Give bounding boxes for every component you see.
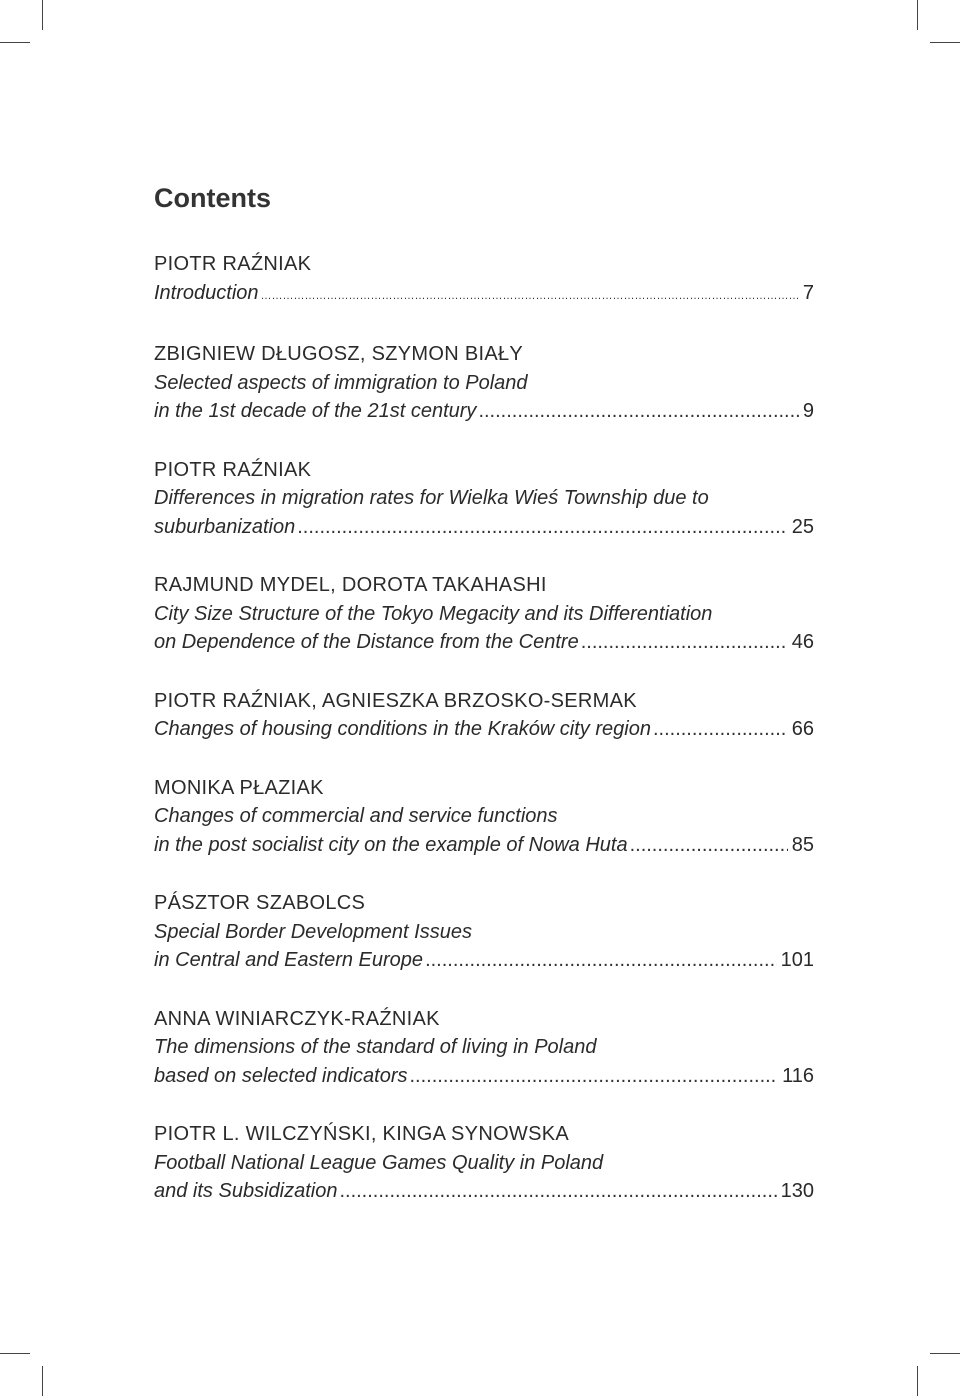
crop-mark bbox=[0, 42, 30, 43]
crop-mark bbox=[930, 1353, 960, 1354]
toc-entry[interactable] bbox=[154, 340, 814, 426]
dot-leader bbox=[653, 715, 788, 744]
toc-title-last-line bbox=[154, 946, 814, 975]
page-number: 9 bbox=[802, 400, 814, 422]
toc-entry[interactable] bbox=[154, 687, 814, 744]
toc-entry[interactable] bbox=[154, 571, 814, 657]
dot-leader bbox=[261, 279, 799, 311]
toc-title-last-line bbox=[154, 831, 814, 860]
table-of-contents bbox=[154, 178, 814, 1236]
page-number: 101 bbox=[780, 949, 814, 971]
toc-title-line: Football National League Games Quality in Poland bbox=[154, 1151, 604, 1174]
crop-mark bbox=[42, 0, 43, 30]
dot-leader bbox=[630, 831, 788, 860]
page-title: Contents bbox=[154, 183, 271, 213]
toc-title-line: Changes of commercial and service functions bbox=[154, 805, 558, 827]
crop-mark bbox=[42, 1366, 43, 1396]
toc-title-text: on Dependence of the Distance from the Centre bbox=[154, 631, 579, 653]
toc-author: PIOTR RAŹNIAK bbox=[154, 253, 312, 275]
toc-title-text: suburbanization bbox=[154, 515, 296, 538]
page-number: 7 bbox=[802, 281, 814, 304]
toc-title-last-line bbox=[154, 1062, 814, 1091]
dot-leader bbox=[410, 1062, 779, 1091]
page-number: 116 bbox=[782, 1064, 814, 1087]
toc-title-last-line bbox=[154, 279, 814, 311]
toc-title-last-line bbox=[154, 513, 814, 542]
crop-mark bbox=[930, 42, 960, 43]
toc-title-text: in the post socialist city on the example of Nowa Huta bbox=[154, 833, 628, 856]
page-number: 46 bbox=[791, 631, 814, 653]
toc-title-last-line bbox=[154, 628, 814, 657]
toc-author: PIOTR L. WILCZYŃSKI, KINGA SYNOWSKA bbox=[154, 1123, 570, 1145]
toc-entry[interactable] bbox=[154, 250, 814, 310]
toc-title-line: Differences in migration rates for Wielka Wieś Township due to bbox=[154, 487, 709, 509]
toc-author: ANNA WINIARCZYK-RAŹNIAK bbox=[154, 1007, 440, 1030]
toc-title-last-line bbox=[154, 397, 814, 426]
toc-title-text: Introduction bbox=[154, 281, 259, 304]
toc-author: ZBIGNIEW DŁUGOSZ, SZYMON BIAŁY bbox=[154, 343, 524, 365]
crop-mark bbox=[0, 1353, 30, 1354]
dot-leader bbox=[339, 1177, 776, 1206]
toc-author: PIOTR RAŹNIAK bbox=[154, 458, 312, 481]
toc-title-line: The dimensions of the standard of living in Poland bbox=[154, 1036, 597, 1058]
toc-entry[interactable] bbox=[154, 1120, 814, 1206]
dot-leader bbox=[297, 513, 788, 542]
dot-leader bbox=[425, 946, 777, 975]
page-number: 85 bbox=[791, 833, 814, 856]
toc-title-line: City Size Structure of the Tokyo Megacity and its Differentiation bbox=[154, 602, 713, 625]
toc-title-last-line bbox=[154, 715, 814, 744]
toc-entries bbox=[154, 250, 814, 1206]
crop-mark bbox=[917, 0, 918, 30]
toc-title-line: Special Border Development Issues bbox=[154, 920, 472, 943]
toc-entry[interactable] bbox=[154, 889, 814, 975]
toc-title-text: in Central and Eastern Europe bbox=[154, 949, 424, 971]
toc-title-text: and its Subsidization bbox=[154, 1180, 338, 1202]
toc-title-text: Changes of housing conditions in the Kraków city region bbox=[154, 718, 651, 740]
page-number: 25 bbox=[791, 515, 814, 538]
toc-title-text: in the 1st decade of the 21st century bbox=[154, 400, 477, 422]
dot-leader bbox=[478, 397, 798, 426]
toc-author: RAJMUND MYDEL, DOROTA TAKAHASHI bbox=[154, 574, 547, 596]
page-number: 130 bbox=[780, 1180, 814, 1202]
toc-title-line: Selected aspects of immigration to Poland bbox=[154, 371, 528, 394]
toc-author: PÁSZTOR SZABOLCS bbox=[154, 892, 366, 914]
crop-mark bbox=[917, 1366, 918, 1396]
dot-leader bbox=[581, 628, 788, 657]
toc-entry[interactable] bbox=[154, 774, 814, 860]
toc-author: PIOTR RAŹNIAK, AGNIESZKA BRZOSKO-SERMAK bbox=[154, 689, 637, 712]
toc-title-text: based on selected indicators bbox=[154, 1064, 408, 1087]
toc-entry[interactable] bbox=[154, 456, 814, 542]
toc-entry[interactable] bbox=[154, 1005, 814, 1091]
toc-author: MONIKA PŁAZIAK bbox=[154, 776, 324, 799]
toc-title-last-line bbox=[154, 1177, 814, 1206]
page-number: 66 bbox=[791, 718, 814, 740]
